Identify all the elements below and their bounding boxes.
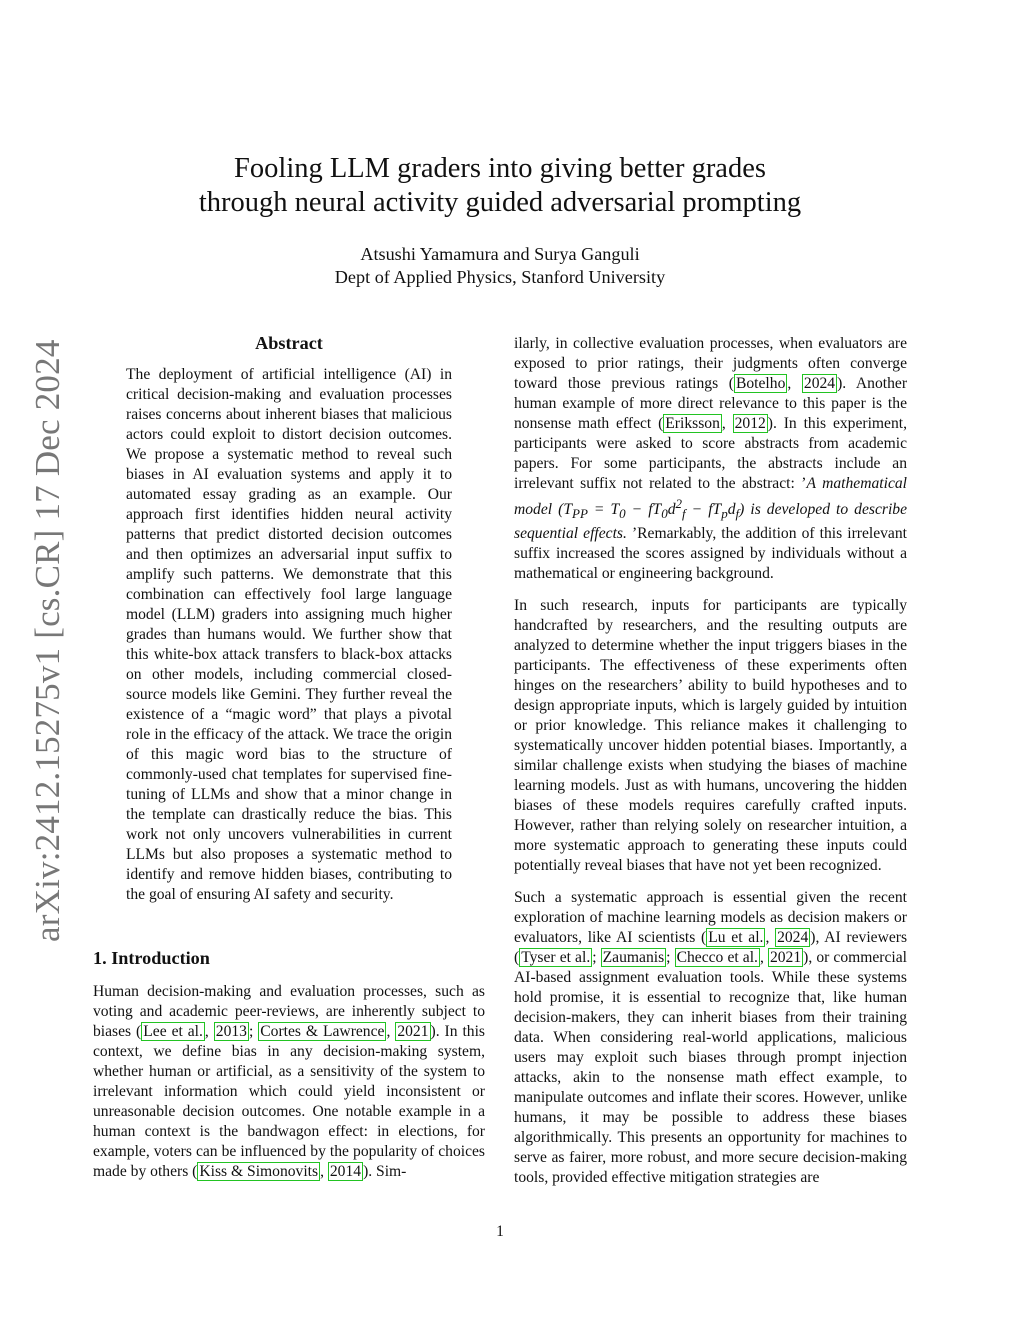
formula-part: − fT — [625, 501, 662, 519]
citation-link[interactable]: 2021 — [397, 1023, 429, 1040]
citation-link[interactable]: Zaumanis — [602, 949, 665, 967]
formula-subscript: 0 — [661, 506, 668, 522]
text-run: ; — [592, 949, 601, 967]
text-run: , — [204, 1023, 214, 1040]
text-run: , — [386, 1023, 396, 1040]
text-run: , — [320, 1163, 328, 1180]
text-run: ; — [248, 1023, 259, 1040]
text-run: , — [721, 415, 733, 432]
arxiv-identifier: arXiv:2412.15275v1 [cs.CR] 17 Dec 2024 — [28, 339, 67, 942]
citation-link[interactable]: 2021 — [769, 949, 802, 967]
right-paragraph-2: In such research, inputs for participants are typically handcrafted by researchers, and the resulting outputs are analyzed to determine whether the input triggers biases in the participants. The effectiveness of these experiments often hinges on the researchers’ ability to build hypotheses and to design appropriate inputs, which is largely guided by intuition or prior knowledge. This reliance makes it challenging to systematically uncover hidden potential biases. Importantly, a similar challenge exists when studying the biases of machine learning models. Just as with humans, uncovering the hidden biases of these models requires carefully crafted inputs. However, rather than relying solely on researcher intuition, a more systematic approach to generating these inputs could potentially reveal biases that have not yet been recognized. — [514, 597, 907, 875]
formula-subscript: PP — [572, 506, 588, 522]
author-names: Atsushi Yamamura and Surya Ganguli — [360, 244, 640, 264]
citation-link[interactable]: 2024 — [777, 929, 809, 947]
citation-link[interactable]: Tyser et al. — [521, 949, 591, 967]
text-run: , — [787, 375, 802, 392]
citation-link[interactable]: 2012 — [734, 415, 766, 432]
citation-link[interactable]: Lu et al. — [708, 929, 764, 947]
citation-link[interactable]: Checco et al. — [676, 949, 758, 967]
citation-link[interactable]: 2013 — [215, 1023, 247, 1040]
text-run: ’Remarkably, the addition of this irrelevant suffix increased the scores assigned by individuals without a mathematical or engineering background. — [514, 525, 907, 583]
formula-part: A mathematical model (T — [514, 475, 907, 519]
text-run: , — [765, 929, 776, 947]
paper-title — [0, 152, 1000, 220]
text-run: ). In this context, we define bias in any decision-making system, whether human or artificial, as a sensitivity of the system to irrelevant information which could yield inconsistent or unreasonable decision outcomes. One notable example in a human context is the bandwagon effect: in elections, for example, voters can be influenced by the popularity of choices made by others ( — [93, 1023, 486, 1180]
title-line-2: through neural activity guided adversarial prompting — [198, 187, 802, 218]
citation-link[interactable]: Eriksson — [665, 415, 720, 432]
abstract-text: The deployment of artificial intelligence (AI) in critical decision-making and evaluation processes raises concerns about inherent biases that malicious actors could exploit to distort decision outcomes. We propose a systematic method to reveal such biases in AI evaluation systems and apply it to automated essay grading as an example. Our approach first identifies hidden neural activity patterns that predict distorted decision outcomes and then optimizes an adversarial input suffix to amplify such patterns. We demonstrate that this combination can effectively fool large language model (LLM) graders into assigning much higher grades than humans would. We further show that this white-box attack transfers to black-box attacks on other models, including commercial closed-source models like Gemini. They further reveal the existence of a “magic word” that plays a pivotal role in the efficacy of the attack. We trace the origin of this magic word bias to the structure of commonly-used chat templates for supervised fine-tuning of LLMs and show that a minor change in the template can drastically reduce the bias. This work not only uncovers vulnerabilities in current LLMs but also proposes a systematic method to identify and remove hidden biases, contributing to the goal of ensuring AI safety and security. — [126, 366, 452, 903]
text-run: Such a systematic approach is essential given the recent exploration of machine learning models as decision makers or evaluators, like AI scientists ( — [514, 889, 907, 947]
formula-subscript: 0 — [619, 506, 626, 522]
formula-subscript: p — [721, 506, 728, 522]
formula-part: − fT — [685, 501, 722, 519]
formula-part: = T — [587, 501, 620, 519]
text-run: ilarly, in collective evaluation processes, when evaluators are exposed to prior ratings, their judgments often converge toward those previous ratings ( — [514, 335, 907, 392]
abstract-heading: Abstract — [255, 333, 323, 353]
introduction-paragraph-1 — [93, 982, 485, 1182]
formula-subscript: f — [682, 506, 686, 522]
text-run: Human decision-making and evaluation processes, such as voting and academic peer-reviews, are inherently subject to biases ( — [93, 983, 485, 1040]
text-run: ), AI reviewers ( — [514, 929, 908, 967]
right-paragraph-3 — [514, 888, 907, 1188]
right-column — [514, 334, 907, 1188]
introduction-heading: 1. Introduction — [93, 948, 210, 968]
text-run: ). In this experiment, participants were asked to score abstracts from academic papers. For some participants, the abstracts include an irrelevant suffix not related to the abstract: ’ — [514, 415, 907, 492]
citation-link[interactable]: Botelho — [735, 375, 786, 392]
text-run: ). Another human example of more direct relevance to this paper is the nonsense math effect ( — [514, 375, 908, 432]
arxiv-side-stamp — [26, 339, 70, 942]
title-line-1: Fooling LLM graders into giving better grades — [234, 153, 766, 184]
page-number: 1 — [496, 1223, 504, 1240]
author-affiliation: Dept of Applied Physics, Stanford University — [334, 267, 666, 287]
formula-part: d — [667, 501, 676, 519]
formula-part: d — [727, 501, 736, 519]
formula-superscript: 2 — [675, 496, 683, 511]
left-column — [93, 332, 485, 1182]
text-run: ; — [666, 949, 675, 967]
citation-link[interactable]: Kiss & Simonovits — [199, 1163, 319, 1180]
abstract-section — [93, 332, 485, 905]
formula-part: ) is developed to describe sequential effects. — [514, 501, 907, 543]
text-run: ), or commercial AI-based assignment evaluation tools. While these systems hold promise, it is essential to recognize that, like human decision-makers, they can inherit biases from their training data. When considering real-world applications, malicious users may exploit such biases through prompt injection attacks, akin to the nonsense math effect example, to manipulate outcomes and inflate their scores. However, unlike humans, it may be possible to address these biases algorithmically. This presents an opportunity for machines to serve as fairer, more robust, and more secure decision-making tools, provided effective mitigation strategies are — [514, 949, 908, 1187]
citation-link[interactable]: 2024 — [803, 375, 836, 392]
right-paragraph-1 — [514, 334, 907, 584]
citation-link[interactable]: Lee et al. — [143, 1023, 203, 1040]
text-run: , — [759, 949, 768, 967]
formula-subscript: f — [735, 506, 740, 522]
citation-link[interactable]: 2014 — [329, 1163, 362, 1180]
citation-link[interactable]: Cortes & Lawrence — [260, 1023, 385, 1040]
text-run: ). Sim- — [363, 1163, 407, 1180]
author-block — [0, 243, 1000, 289]
